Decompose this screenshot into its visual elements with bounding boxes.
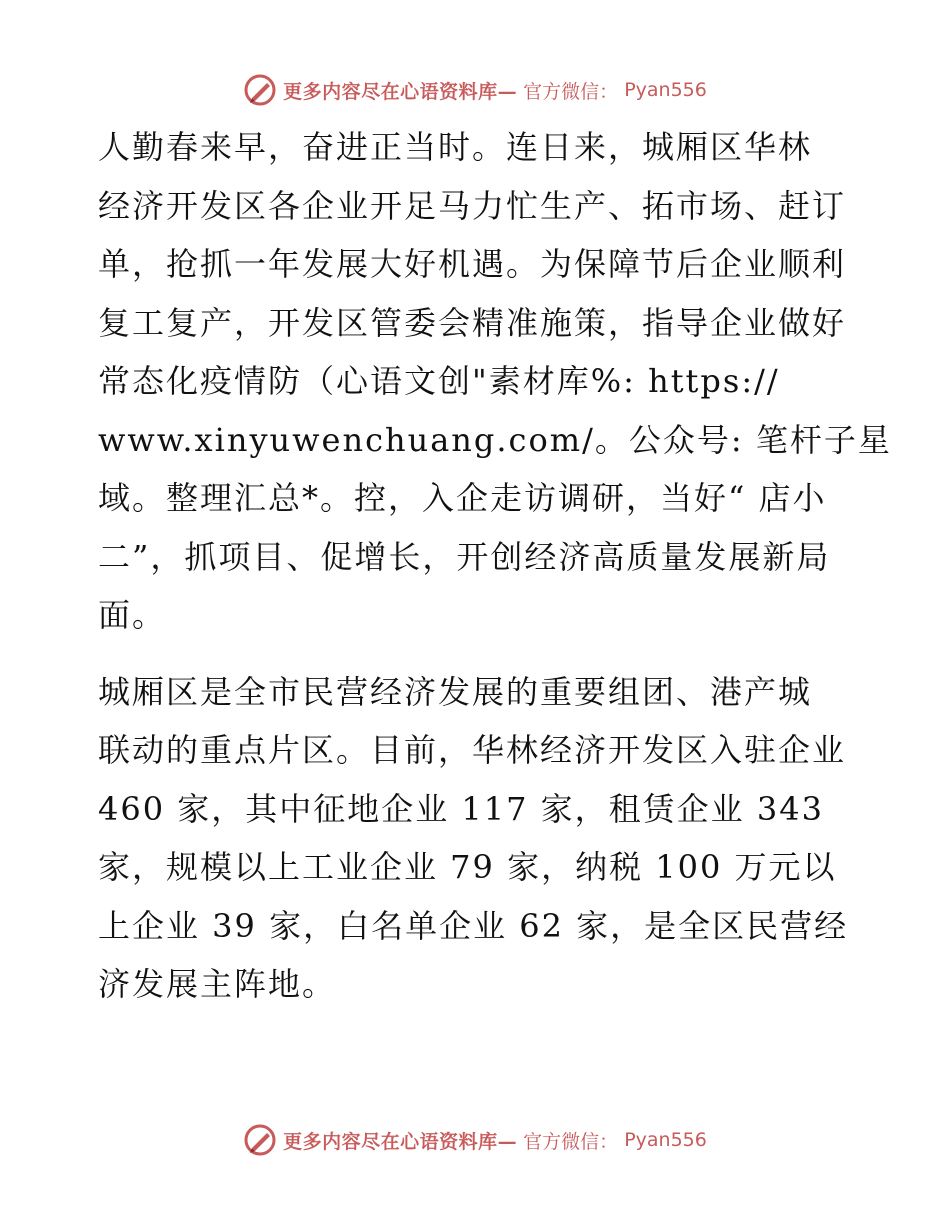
text-line: 家，规模以上工业企业 79 家，纳税 100 万元以	[98, 848, 837, 886]
paragraph-1	[98, 118, 892, 645]
text-line: 上企业 39 家，白名单企业 62 家，是全区民营经	[98, 906, 849, 945]
text-line: 面。	[98, 596, 167, 634]
watermark-wechat-label: 官方微信：	[523, 80, 619, 103]
document-body	[98, 118, 892, 1014]
text-line: www.xinyuwenchuang.com/。公众号: 笔杆子星	[98, 420, 892, 459]
text-line: 联动的重点片区。目前，华林经济开发区入驻企业	[98, 731, 847, 769]
text-line: 单，抢抓一年发展大好机遇。为保障节后企业顺利	[98, 245, 847, 283]
pen-logo-icon	[243, 1123, 277, 1157]
header-watermark	[0, 70, 950, 110]
watermark-wechat-id: Pyan556	[624, 1129, 707, 1151]
text-line: 复工复产，开发区管委会精准施策，指导企业做好	[98, 303, 847, 342]
footer-watermark	[0, 1120, 950, 1160]
text-line: 常态化疫情防（心语文创"素材库%: https://	[98, 362, 780, 400]
watermark-wechat-label: 官方微信：	[523, 1130, 619, 1153]
text-line: 济发展主阵地。	[98, 965, 337, 1003]
watermark-text: 更多内容尽在心语资料库—	[283, 1130, 518, 1153]
watermark-wechat-id: Pyan556	[624, 79, 707, 101]
text-line: 经济开发区各企业开足马力忙生产、拓市场、赶订	[98, 186, 847, 225]
text-line: 二”，抓项目、促增长，开创经济高质量发展新局	[98, 537, 831, 576]
text-line: 460 家，其中征地企业 117 家，租赁企业 343	[98, 789, 824, 828]
text-line: 人勤春来早，奋进正当时。连日来，城厢区华林	[98, 128, 813, 166]
text-line: 域。整理汇总*。控，入企走访调研，当好“ 店小	[98, 479, 827, 517]
paragraph-2	[98, 663, 858, 1014]
text-line: 城厢区是全市民营经济发展的重要组团、港产城	[98, 672, 813, 711]
pen-logo-icon	[243, 73, 277, 107]
watermark-text: 更多内容尽在心语资料库—	[283, 80, 518, 103]
